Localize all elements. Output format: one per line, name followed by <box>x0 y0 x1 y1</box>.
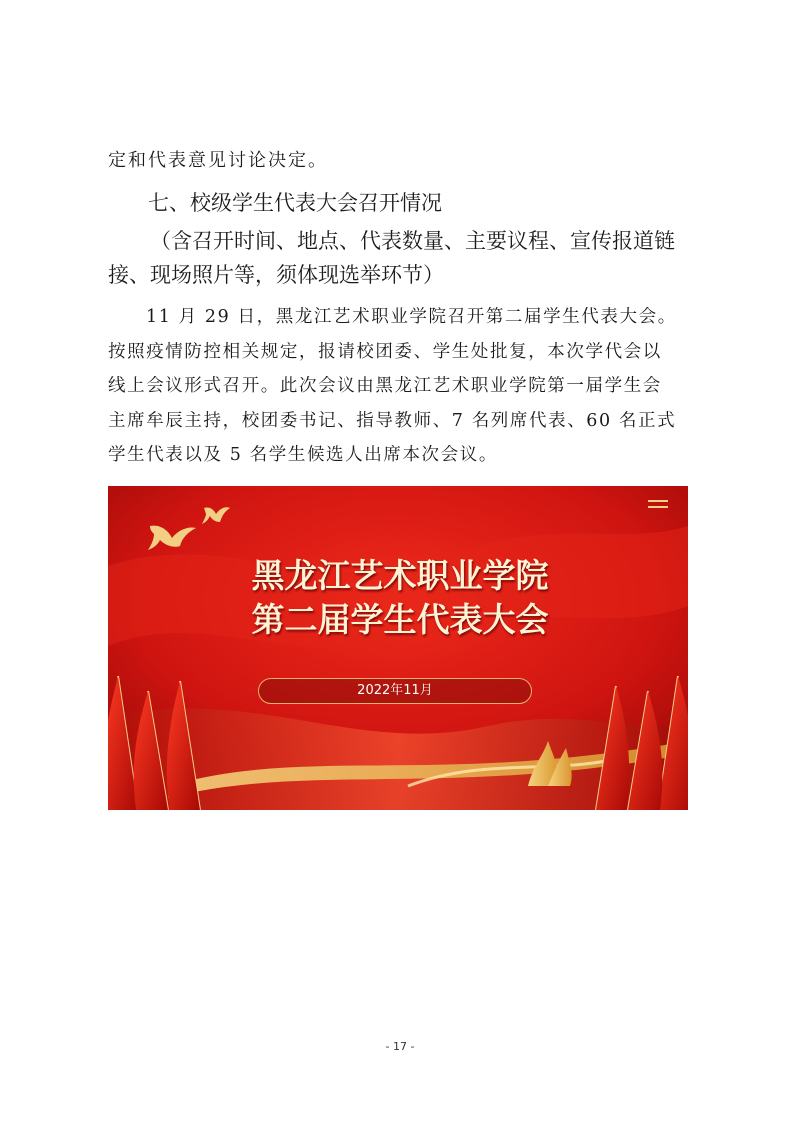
banner-title <box>0 554 800 642</box>
banner-date-badge: 2022年11月 <box>258 678 532 704</box>
body-line: 按照疫情防控相关规定，报请校团委、学生处批复，本次学代会以 <box>108 341 662 362</box>
body-line: 线上会议形式召开。此次会议由黑龙江艺术职业学院第一届学生会 <box>108 376 662 397</box>
subheading-line: （含召开时间、地点、代表数量、主要议程、宣传报道链 <box>150 229 675 253</box>
body-line: 11 月 29 日，黑龙江艺术职业学院召开第二届学生代表大会。 <box>146 307 677 327</box>
page-number: - 17 - <box>385 1040 415 1053</box>
body-paragraph <box>108 300 698 473</box>
banner-artwork <box>108 486 688 810</box>
banner-title-line: 第二届学生代表大会 <box>251 600 549 639</box>
event-banner-image <box>108 486 688 810</box>
subheading-line: 接、现场照片等，须体现选举环节） <box>108 263 444 287</box>
body-line: 主席牟辰主持，校团委书记、指导教师、7 名列席代表、60 名正式 <box>108 410 677 431</box>
body-line: 学生代表以及 5 名学生候选人出席本次会议。 <box>108 445 498 466</box>
continuation-text: 定和代表意见讨论决定。 <box>108 150 328 171</box>
banner-title-line: 黑龙江艺术职业学院 <box>251 556 549 595</box>
section-subheading <box>108 224 708 292</box>
section-heading: 七、校级学生代表大会召开情况 <box>148 191 442 215</box>
